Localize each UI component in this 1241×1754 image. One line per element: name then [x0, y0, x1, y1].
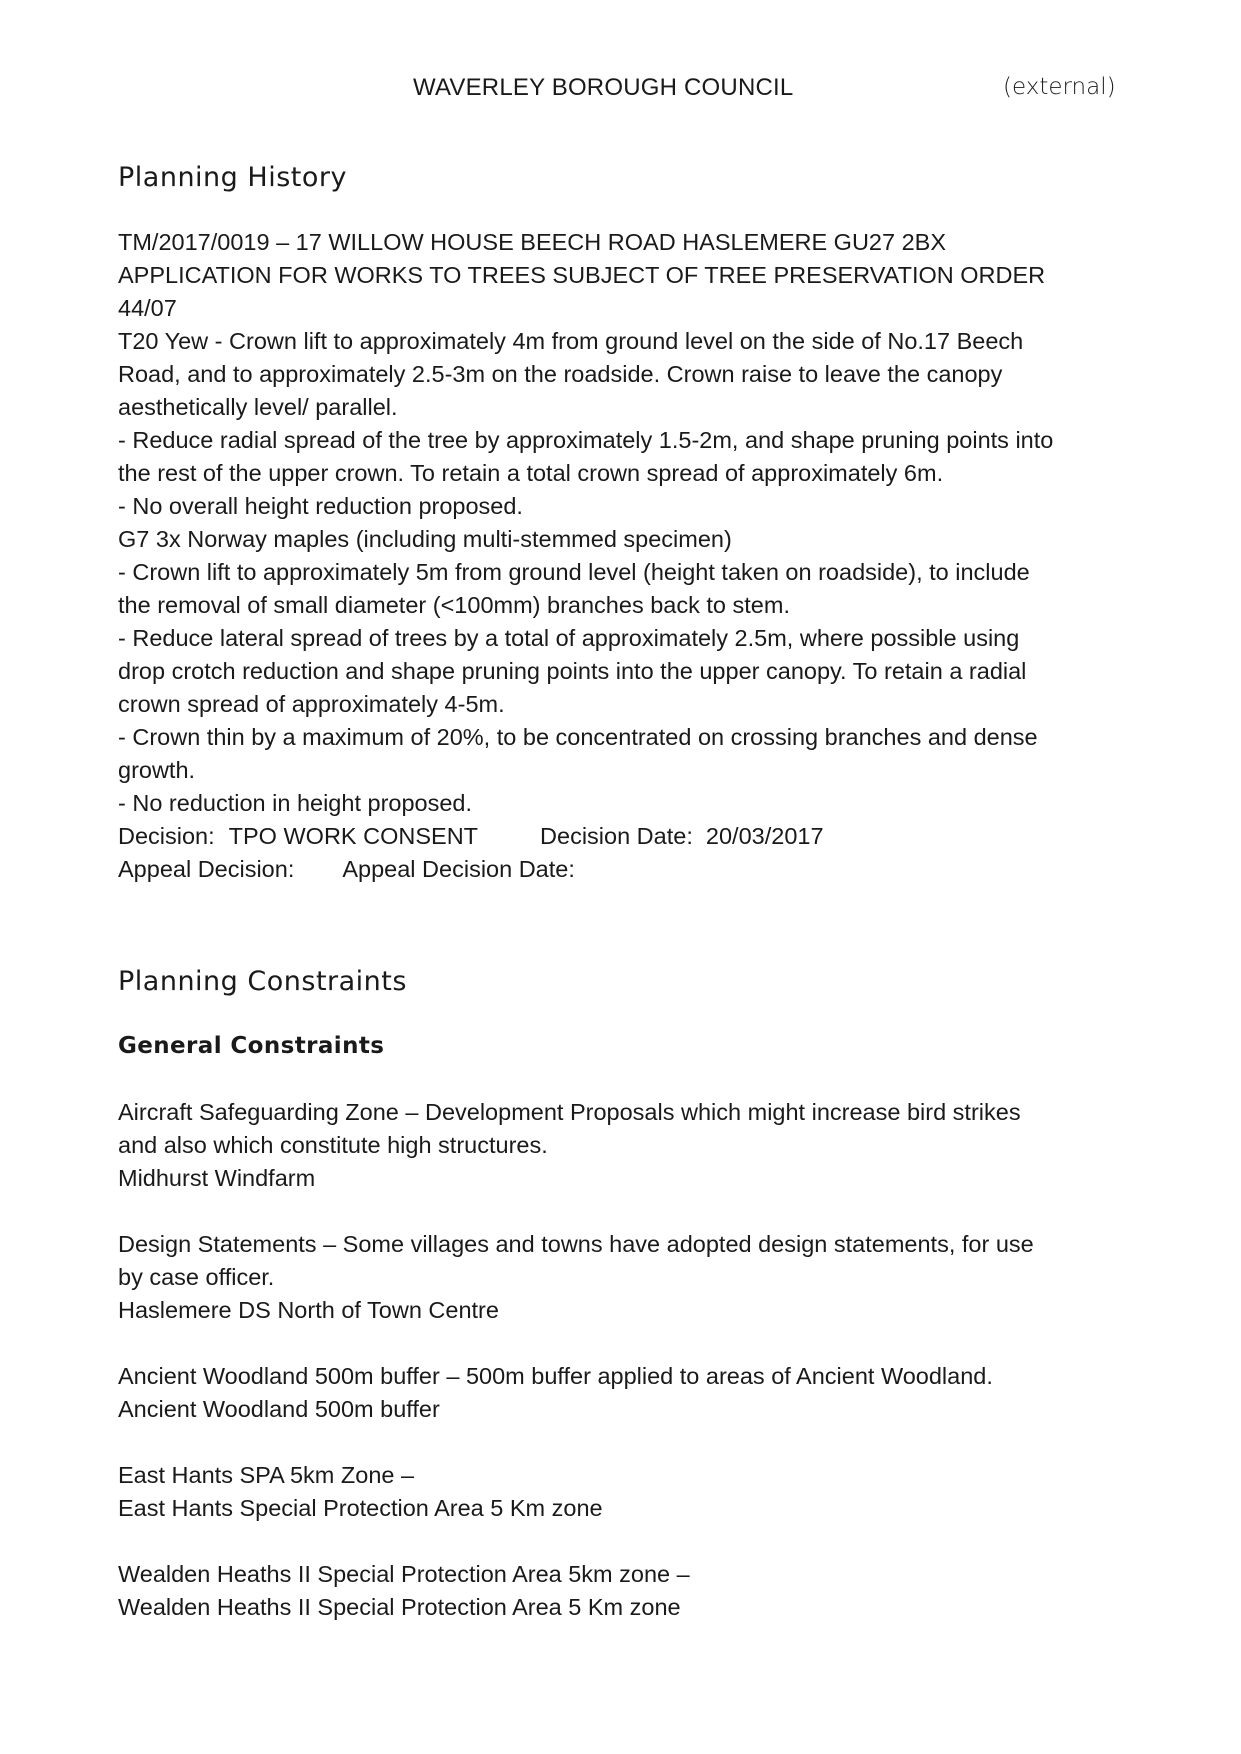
decision-date-value: 20/03/2017	[705, 823, 824, 849]
history-line: T20 Yew - Crown lift to approximately 4m from ground level on the side of No.17 Beech	[118, 328, 1024, 354]
planning-constraints-title: Planning Constraints	[118, 966, 407, 997]
external-tag: (external)	[1003, 74, 1116, 100]
history-line: the removal of small diameter (<100mm) branches back to stem.	[118, 592, 790, 618]
constraint-block	[118, 1360, 1138, 1426]
history-line: aesthetically level/ parallel.	[118, 394, 398, 420]
history-line: the rest of the upper crown. To retain a total crown spread of approximately 6m.	[118, 460, 944, 486]
constraint-line: Aircraft Safeguarding Zone – Development Proposals which might increase bird strikes	[118, 1099, 1021, 1125]
history-line: - Crown lift to approximately 5m from ground level (height taken on roadside), to include	[118, 559, 1030, 585]
history-line: growth.	[118, 757, 196, 783]
planning-history-text	[118, 226, 1138, 886]
constraint-line: East Hants SPA 5km Zone –	[118, 1462, 415, 1488]
history-line: - Reduce radial spread of the tree by approximately 1.5-2m, and shape pruning points into	[118, 427, 1054, 453]
constraint-block	[118, 1228, 1138, 1327]
history-line: Road, and to approximately 2.5-3m on the roadside. Crown raise to leave the canopy	[118, 361, 1003, 387]
appeal-row	[118, 853, 1138, 886]
constraint-block	[118, 1459, 1138, 1525]
history-line: crown spread of approximately 4-5m.	[118, 691, 505, 717]
constraint-line: Midhurst Windfarm	[118, 1165, 316, 1191]
council-header: WAVERLEY BOROUGH COUNCIL	[413, 74, 794, 101]
history-line: G7 3x Norway maples (including multi-stemmed specimen)	[118, 526, 732, 552]
history-line: - No reduction in height proposed.	[118, 790, 473, 816]
constraint-line: Wealden Heaths II Special Protection Area 5km zone –	[118, 1561, 690, 1587]
constraint-block	[118, 1558, 1138, 1624]
constraint-line: Ancient Woodland 500m buffer	[118, 1396, 440, 1422]
document-body	[118, 156, 1138, 1624]
constraint-line: Haslemere DS North of Town Centre	[118, 1297, 499, 1323]
constraint-line: Design Statements – Some villages and towns have adopted design statements, for use	[118, 1231, 1034, 1257]
decision-date-label: Decision Date:	[540, 823, 693, 849]
planning-history-title: Planning History	[118, 162, 347, 193]
constraint-line: East Hants Special Protection Area 5 Km zone	[118, 1495, 603, 1521]
decision-label: Decision:	[118, 823, 215, 849]
constraint-line: Wealden Heaths II Special Protection Area 5 Km zone	[118, 1594, 681, 1620]
decision-row	[118, 820, 1138, 853]
appeal-decision-date-label: Appeal Decision Date:	[342, 856, 575, 882]
constraint-line: and also which constitute high structures.	[118, 1132, 548, 1158]
constraint-line: Ancient Woodland 500m buffer – 500m buffer applied to areas of Ancient Woodland.	[118, 1363, 993, 1389]
constraint-block	[118, 1096, 1138, 1195]
history-line: - No overall height reduction proposed.	[118, 493, 523, 519]
appeal-decision-label: Appeal Decision:	[118, 856, 295, 882]
history-line: 44/07	[118, 295, 177, 321]
history-line: APPLICATION FOR WORKS TO TREES SUBJECT OF TREE PRESERVATION ORDER	[118, 262, 1046, 288]
constraint-line: by case officer.	[118, 1264, 275, 1290]
decision-value: TPO WORK CONSENT	[228, 823, 479, 849]
history-line: drop crotch reduction and shape pruning points into the upper canopy. To retain a radial	[118, 658, 1027, 684]
history-line: - Reduce lateral spread of trees by a total of approximately 2.5m, where possible using	[118, 625, 1020, 651]
general-constraints-subtitle: General Constraints	[118, 1033, 385, 1059]
history-line: - Crown thin by a maximum of 20%, to be concentrated on crossing branches and dense	[118, 724, 1038, 750]
history-line: TM/2017/0019 – 17 WILLOW HOUSE BEECH ROAD HASLEMERE GU27 2BX	[118, 229, 947, 255]
